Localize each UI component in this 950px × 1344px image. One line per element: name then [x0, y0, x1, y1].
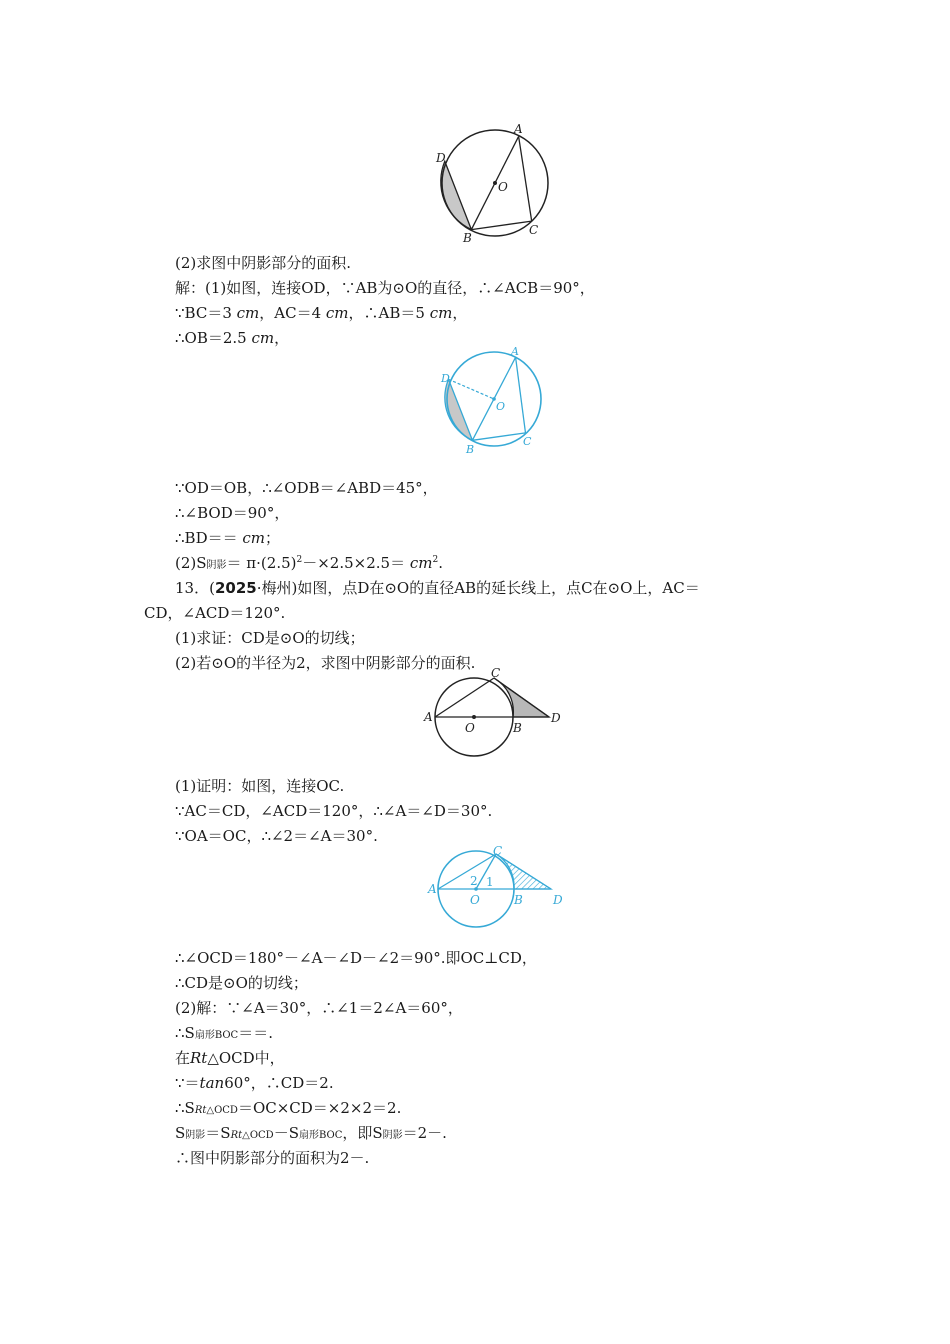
problem-13-line-1: 13．(2025·梅州)如图，点D在⊙O的直径AB的延长线上，点C在⊙O上，AC＝	[175, 579, 700, 597]
label-o: O	[470, 893, 480, 907]
label-c: C	[493, 844, 503, 858]
label-d: D	[551, 711, 561, 725]
chord-ac	[435, 678, 494, 717]
label-angle-1: 1	[486, 875, 494, 889]
line-tan: ∵＝tan60°，∴CD＝2.	[175, 1074, 334, 1092]
problem-13-line-2: CD，∠ACD＝120°.	[144, 604, 286, 622]
line-triangle-area: ∴SRt△OCD＝OC×CD＝×2×2＝2.	[175, 1099, 402, 1117]
label-angle-2: 2	[470, 874, 478, 888]
label-c: C	[491, 668, 501, 680]
label-b: B	[513, 721, 522, 735]
line-bod: ∴∠BOD＝90°，	[175, 504, 290, 522]
label-b: B	[463, 231, 472, 245]
line-solution-2-1: (2)解：∵∠A＝30°，∴∠1＝2∠A＝60°，	[175, 999, 463, 1017]
center-point	[472, 715, 476, 719]
line-proof-2: ∵AC＝CD，∠ACD＝120°，∴∠A＝∠D＝30°.	[175, 802, 493, 820]
line-proof-3: ∵OA＝OC，∴∠2＝∠A＝30°.	[175, 827, 378, 845]
line-sector-area: ∴S扇形BOC＝＝.	[175, 1024, 273, 1042]
label-b: B	[514, 893, 523, 907]
chord-ac	[519, 136, 532, 221]
label-a: A	[428, 882, 437, 896]
line-solution-1: 解：(1)如图，连接OD，∵AB为⊙O的直径，∴∠ACB＝90°，	[175, 279, 595, 297]
line-proof-1: (1)证明：如图，连接OC.	[175, 777, 345, 795]
label-o: O	[496, 400, 506, 413]
label-a: A	[424, 710, 433, 724]
label-d: D	[441, 372, 450, 385]
line-shaded-formula: S阴影＝SRt△OCD－S扇形BOC，即S阴影＝2－.	[175, 1124, 447, 1142]
label-a: A	[511, 345, 519, 358]
label-c: C	[529, 223, 539, 237]
label-o: O	[465, 721, 475, 735]
label-a: A	[514, 122, 523, 136]
figure-circle-quadrilateral	[425, 118, 565, 248]
chord-ac	[516, 357, 526, 433]
line-proof-4: ∴∠OCD＝180°－∠A－∠D－∠2＝90°.即OC⊥CD，	[175, 949, 537, 967]
line-bc-ac-ab: ∵BC＝3 cm，AC＝4 cm，∴AB＝5 cm，	[175, 304, 468, 322]
label-c: C	[523, 435, 532, 448]
line-bd: ∴BD＝＝ cm；	[175, 529, 281, 547]
problem-13-part-1: (1)求证：CD是⊙O的切线；	[175, 629, 365, 647]
figure-circle-tangent	[418, 668, 568, 763]
label-d: D	[436, 151, 446, 165]
line-shaded-area: (2)S阴影＝ $\pi\cdot(2.5)^2-\times 2.5\times 2.5= cm^2$.	[175, 554, 443, 572]
label-d: D	[553, 893, 563, 907]
figure-circle-tangent-solution	[420, 843, 565, 933]
label-b: B	[466, 443, 475, 456]
line-question-2: (2)求图中阴影部分的面积.	[175, 254, 352, 272]
line-conclusion: ∴图中阴影部分的面积为2－.	[175, 1149, 370, 1167]
line-proof-5: ∴CD是⊙O的切线；	[175, 974, 308, 992]
line-in-rt-triangle: 在Rt△OCD中，	[175, 1049, 285, 1067]
line-ob: ∴OB＝2.5 cm，	[175, 329, 290, 347]
center-point	[493, 181, 497, 185]
line-od-ob: ∵OD＝OB，∴∠ODB＝∠ABD＝45°，	[175, 479, 438, 497]
figure-circle-quadrilateral-solution	[432, 343, 560, 458]
label-o: O	[498, 180, 508, 194]
problem-13-part-2: (2)若⊙O的半径为2，求图中阴影部分的面积.	[175, 654, 476, 672]
